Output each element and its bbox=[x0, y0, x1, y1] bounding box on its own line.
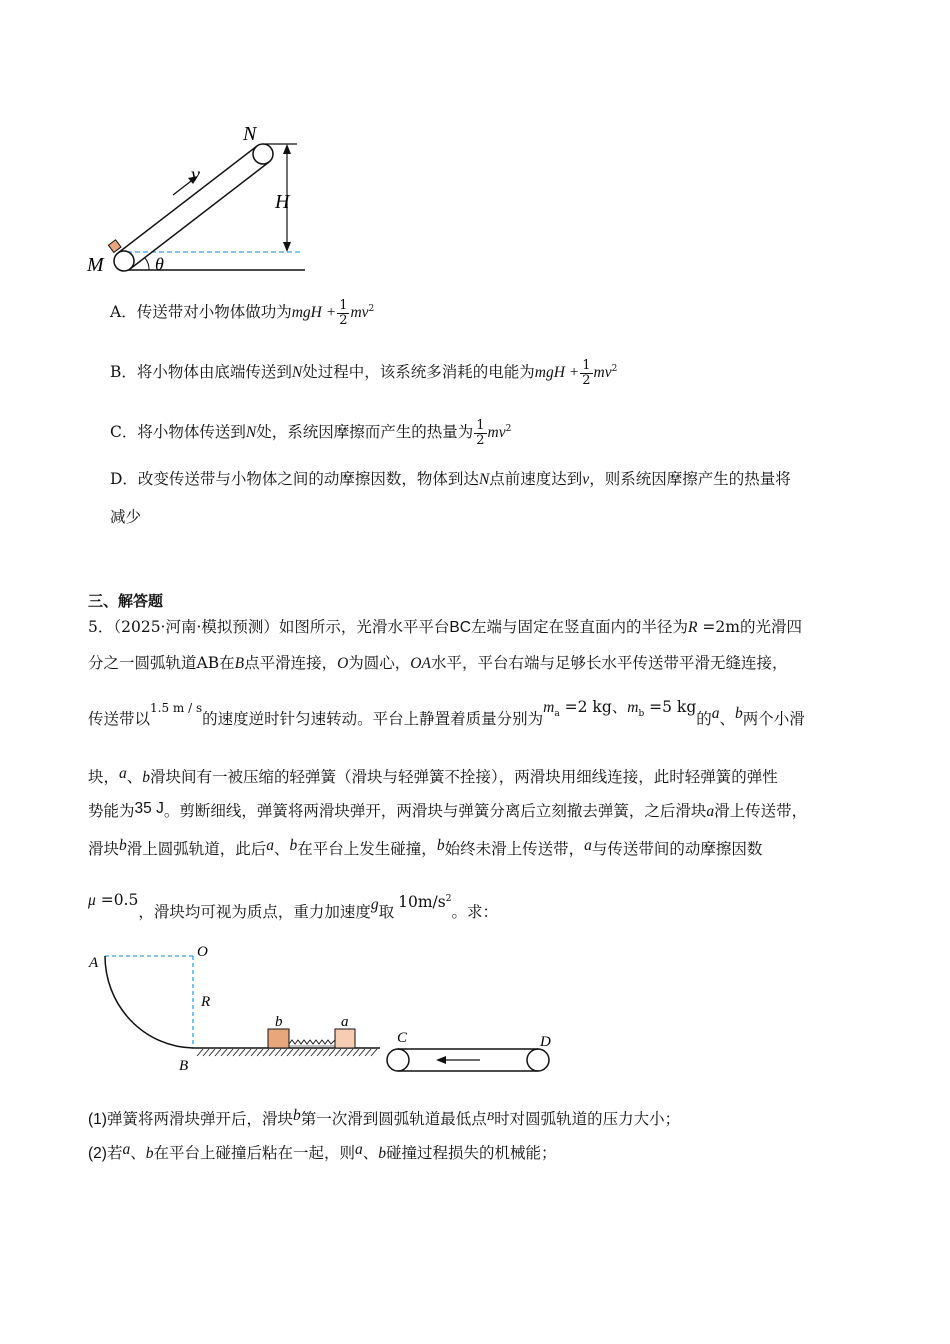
p5-bc: BC bbox=[449, 619, 471, 636]
option-d-line1 bbox=[110, 468, 791, 491]
label-A: A bbox=[89, 955, 99, 971]
problem5-line5 bbox=[88, 800, 807, 823]
p5-b-sym: b bbox=[119, 837, 127, 854]
q2-sep: 、 bbox=[362, 1144, 379, 1162]
frac-den: 2 bbox=[476, 432, 485, 448]
label-H: H bbox=[275, 191, 290, 213]
label-v: v bbox=[191, 164, 200, 186]
p5-text: 取 bbox=[378, 903, 395, 922]
question-2 bbox=[88, 1142, 557, 1165]
p5-text: 。求： bbox=[451, 903, 498, 922]
p5-text: 为圆心， bbox=[348, 654, 411, 672]
p5-text: 5．（2025·河南·模拟预测）如图所示，光滑水平平台 bbox=[88, 618, 450, 636]
p5-mu-val: =0.5 bbox=[95, 891, 139, 910]
p5-R: R bbox=[687, 619, 698, 636]
p5-text: ，滑块均可视为质点，重力加速度 bbox=[138, 903, 371, 922]
label-B: B bbox=[179, 1058, 189, 1074]
frac-den: 2 bbox=[582, 372, 591, 388]
q2-sep: 、 bbox=[130, 1144, 146, 1162]
option-d-tail: ，则系统因摩擦产生的热量将 bbox=[589, 470, 791, 488]
p5-Rval: =2m bbox=[697, 618, 740, 636]
option-a-formula: mgH + bbox=[291, 304, 337, 322]
p5-g-val: 10m/s bbox=[398, 893, 446, 912]
option-a bbox=[110, 298, 374, 328]
p5-a-sym: a bbox=[711, 705, 720, 722]
p5-a-sym: a bbox=[706, 803, 715, 820]
q2-text: (2)若 bbox=[88, 1145, 123, 1162]
label-R: R bbox=[201, 994, 211, 1010]
p5-text: 滑块 bbox=[88, 840, 120, 858]
problem5-line6 bbox=[88, 838, 762, 861]
p5-ma: m bbox=[543, 699, 555, 716]
section-title: 三、解答题 bbox=[88, 592, 164, 610]
option-b-tail: mv bbox=[593, 364, 612, 382]
p5-O: O bbox=[337, 655, 349, 672]
symbol-v: v bbox=[582, 471, 590, 488]
p5-sep: 、 bbox=[719, 710, 736, 728]
problem5-line1 bbox=[88, 616, 802, 639]
exponent: 2 bbox=[505, 424, 512, 434]
problem5-line2 bbox=[88, 652, 787, 675]
option-b-formula: mgH + bbox=[534, 364, 580, 382]
frac-num: 1 bbox=[339, 297, 348, 313]
p5-text: 水平，平台右端与足够长水平传送带平滑无缝连接， bbox=[430, 654, 788, 672]
q1-B-sym: B bbox=[486, 1109, 495, 1123]
p5-text: 滑上传送带， bbox=[714, 802, 808, 820]
p5-b-sym: b bbox=[436, 837, 445, 854]
option-d-line2: 减少 bbox=[110, 508, 142, 526]
symbol-N: N bbox=[291, 364, 303, 382]
p5-text: 分之一圆弧轨道AB在 bbox=[88, 654, 235, 672]
option-d-mid: 点前速度达到 bbox=[489, 470, 583, 488]
q2-a-sym: a bbox=[354, 1141, 363, 1158]
p5-a-sym: a bbox=[584, 837, 592, 854]
q2-b-sym: b bbox=[145, 1145, 154, 1162]
figure-arc-platform-conveyor bbox=[85, 940, 565, 1080]
p5-B: B bbox=[234, 655, 245, 672]
p5-b-sym: b bbox=[735, 705, 743, 722]
p5-text: 滑上圆弧轨道，此后 bbox=[126, 840, 267, 858]
option-a-tail: mv bbox=[350, 304, 369, 322]
symbol-N: N bbox=[245, 424, 257, 442]
p5-OA: OA bbox=[410, 655, 431, 672]
label-theta: θ bbox=[155, 254, 164, 274]
p5-ma-val: =2 kg bbox=[559, 698, 612, 716]
p5-text: 的 bbox=[696, 710, 712, 728]
label-a: a bbox=[341, 1014, 349, 1030]
p5-text: 传送带以 bbox=[88, 710, 151, 728]
p5-text: 。剪断细线，弹簧将两滑块弹开，两滑块与弹簧分离后立刻撤去弹簧，之后滑块 bbox=[163, 802, 707, 820]
p5-text: 块， bbox=[88, 768, 120, 786]
p5-text: 滑块间有一被压缩的轻弹簧（滑块与轻弹簧不拴接），两滑块用细线连接，此时轻弹簧的弹性 bbox=[150, 768, 778, 786]
p5-mb: m bbox=[627, 699, 639, 716]
p5-text: 势能为 bbox=[88, 802, 135, 820]
p5-g: g bbox=[370, 896, 379, 914]
p5-text: 两个小滑 bbox=[742, 710, 805, 728]
p5-text: 与传送带间的动摩擦因数 bbox=[591, 840, 763, 858]
q1-b-sym: b bbox=[292, 1107, 301, 1124]
label-O: O bbox=[197, 944, 208, 960]
p5-mb-val: =5 kg bbox=[644, 698, 697, 716]
label-M: M bbox=[87, 254, 104, 276]
frac-den: 2 bbox=[339, 312, 348, 328]
p5-sep: 、 bbox=[126, 768, 143, 786]
q2-text: 在平台上碰撞后粘在一起，则 bbox=[153, 1144, 355, 1162]
p5-text: 在平台上发生碰撞， bbox=[297, 840, 437, 858]
q2-text: 碰撞过程损失的机械能； bbox=[386, 1144, 557, 1162]
symbol-N: N bbox=[478, 471, 490, 488]
label-C: C bbox=[397, 1030, 408, 1046]
option-b bbox=[110, 358, 617, 388]
frac-num: 1 bbox=[582, 357, 591, 373]
p5-text: 的光滑四 bbox=[739, 618, 802, 636]
frac-num: 1 bbox=[476, 417, 485, 433]
figure-incline-conveyor bbox=[85, 118, 315, 278]
p5-b-sym: b bbox=[142, 769, 151, 786]
problem5-line7 bbox=[88, 891, 498, 924]
p5-speed: 1.5 m / s bbox=[150, 701, 203, 715]
p5-mu: μ bbox=[88, 892, 96, 910]
option-c bbox=[110, 418, 511, 448]
problem5-line4 bbox=[88, 766, 778, 789]
label-b: b bbox=[275, 1014, 283, 1030]
p5-a-sym: a bbox=[266, 837, 275, 854]
label-N: N bbox=[243, 123, 257, 145]
q2-a-sym: a bbox=[122, 1141, 131, 1158]
p5-text: 的速度逆时针匀速转动。平台上静置着质量分别为 bbox=[202, 710, 544, 728]
p5-mb-sub: b bbox=[638, 709, 645, 720]
option-a-text: A．传送带对小物体做功为 bbox=[110, 303, 292, 322]
q2-b-sym: b bbox=[378, 1145, 386, 1162]
p5-energy: 35 J bbox=[134, 800, 164, 817]
option-c-tail: mv bbox=[487, 424, 506, 442]
q1-text: (1)弹簧将两滑块弹开后，滑块 bbox=[88, 1111, 293, 1128]
option-c-mid: 处，系统因摩擦而产生的热量为 bbox=[256, 423, 474, 442]
p5-sep: 、 bbox=[611, 698, 628, 716]
p5-b-sym: b bbox=[289, 837, 298, 854]
p5-text: 左端与固定在竖直面内的半径为 bbox=[470, 618, 688, 636]
p5-a-sym: a bbox=[119, 765, 127, 782]
p5-ma-sub: a bbox=[554, 709, 560, 720]
problem5-line3 bbox=[88, 698, 805, 737]
exponent: 2 bbox=[445, 894, 452, 904]
p5-text: 点平滑连接， bbox=[244, 654, 338, 672]
option-b-mid: 处过程中，该系统多消耗的电能为 bbox=[302, 363, 535, 382]
exponent: 2 bbox=[611, 364, 618, 374]
option-c-text: C．将小物体传送到 bbox=[110, 423, 246, 442]
exponent: 2 bbox=[368, 304, 375, 314]
q1-text: 时对圆弧轨道的压力大小； bbox=[494, 1110, 681, 1128]
option-b-text: B．将小物体由底端传送到 bbox=[110, 363, 292, 382]
p5-text: 始终未滑上传送带， bbox=[444, 840, 585, 858]
label-D: D bbox=[540, 1034, 551, 1050]
p5-sep: 、 bbox=[274, 840, 290, 858]
option-d-text: D．改变传送带与小物体之间的动摩擦因数，物体到达 bbox=[110, 470, 479, 488]
question-1 bbox=[88, 1108, 680, 1131]
q1-text: 第一次滑到圆弧轨道最低点 bbox=[300, 1110, 487, 1128]
